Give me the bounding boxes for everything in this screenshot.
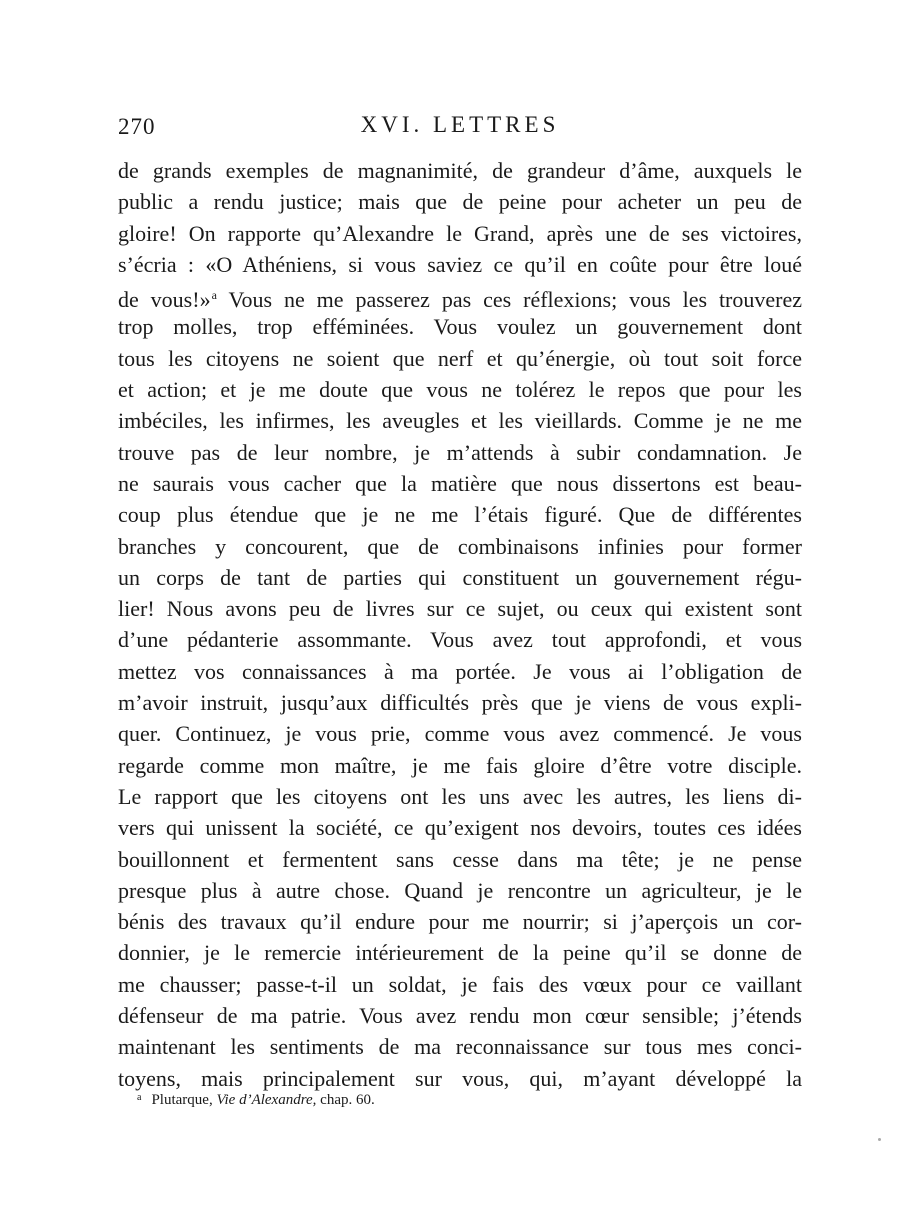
text-line-with-footnote-ref <box>118 280 802 311</box>
footnote-author: Plutarque, <box>151 1092 213 1108</box>
text-line: toyens, mais principalement sur vous, qui, m’ayant développé la <box>118 1065 802 1091</box>
text-line: donnier, je le remercie intérieurement de la peine qu’il se donne de <box>118 940 802 966</box>
text-line: m’avoir instruit, jusqu’aux difficultés près que je viens de vous expli- <box>118 690 802 716</box>
text-line: défenseur de ma patrie. Vous avez rendu mon cœur sensible; j’étends <box>118 1003 802 1029</box>
text-line: gloire! On rapporte qu’Alexandre le Grand, après une de ses victoires, <box>118 220 802 246</box>
section-title: XVI. LETTRES <box>360 112 560 137</box>
text-line: Le rapport que les citoyens ont les uns avec les autres, les liens di- <box>118 783 802 809</box>
text-line: ne saurais vous cacher que la matière que nous dissertons est beau- <box>118 470 802 496</box>
text-line: vers qui unissent la société, ce qu’exigent nos devoirs, toutes ces idées <box>118 815 802 841</box>
text-line: presque plus à autre chose. Quand je rencontre un agriculteur, je le <box>118 877 802 903</box>
paper-speck <box>878 1138 881 1141</box>
text-line: mettez vos connaissances à ma portée. Je vous ai l’obligation de <box>118 658 802 684</box>
text-line: imbéciles, les infirmes, les aveugles et les vieillards. Comme je ne me <box>118 408 802 434</box>
text-line: bénis des travaux qu’il endure pour me nourrir; si j’aperçois un cor- <box>118 909 802 935</box>
footnote-work-title: Vie d’Alexandre, <box>216 1092 317 1108</box>
text-line: maintenant les sentiments de ma reconnaissance sur tous mes conci- <box>118 1034 802 1060</box>
body-text <box>118 155 802 1125</box>
page-number: 270 <box>118 114 156 139</box>
footnote-marker: a <box>137 1092 142 1103</box>
text-line: tous les citoyens ne soient que nerf et qu’énergie, où tout soit force <box>118 345 802 371</box>
footnote <box>137 1092 375 1109</box>
text-line: de grands exemples de magnanimité, de grandeur d’âme, auxquels le <box>118 158 802 183</box>
text-line: public a rendu justice; mais que de peine pour acheter un peu de <box>118 189 802 215</box>
text-line: s’écria : «O Athéniens, si vous saviez ce qu’il en coûte pour être loué <box>118 251 802 277</box>
text-line: trop molles, trop efféminées. Vous voulez un gouvernement dont <box>118 314 802 340</box>
text-line: et action; et je me doute que vous ne tolérez le repos que pour les <box>118 377 802 403</box>
text-line: lier! Nous avons peu de livres sur ce sujet, ou ceux qui existent sont <box>118 596 802 622</box>
text-line: branches y concourent, que de combinaisons infinies pour former <box>118 533 802 559</box>
text-line: un corps de tant de parties qui constituent un gouvernement régu- <box>118 564 802 590</box>
text-line: d’une pédanterie assommante. Vous avez tout approfondi, et vous <box>118 627 802 653</box>
footnote-reference: a <box>211 288 217 303</box>
text-fragment: de vous!» <box>118 287 211 313</box>
text-line: regarde comme mon maître, je me fais gloire d’être votre disciple. <box>118 752 802 778</box>
running-head <box>118 112 802 146</box>
text-line: trouve pas de leur nombre, je m’attends à subir condamnation. Je <box>118 439 802 465</box>
text-fragment: Vous ne me passerez pas ces réflexions; vous les trouverez <box>228 287 803 313</box>
text-line: bouillonnent et fermentent sans cesse dans ma tête; je ne pense <box>118 846 802 872</box>
text-line: me chausser; passe-t-il un soldat, je fais des vœux pour ce vaillant <box>118 971 802 997</box>
text-line: quer. Continuez, je vous prie, comme vous avez commencé. Je vous <box>118 721 802 747</box>
text-line: coup plus étendue que je ne me l’étais figuré. Que de différentes <box>118 502 802 528</box>
footnote-location: chap. 60. <box>320 1092 375 1108</box>
